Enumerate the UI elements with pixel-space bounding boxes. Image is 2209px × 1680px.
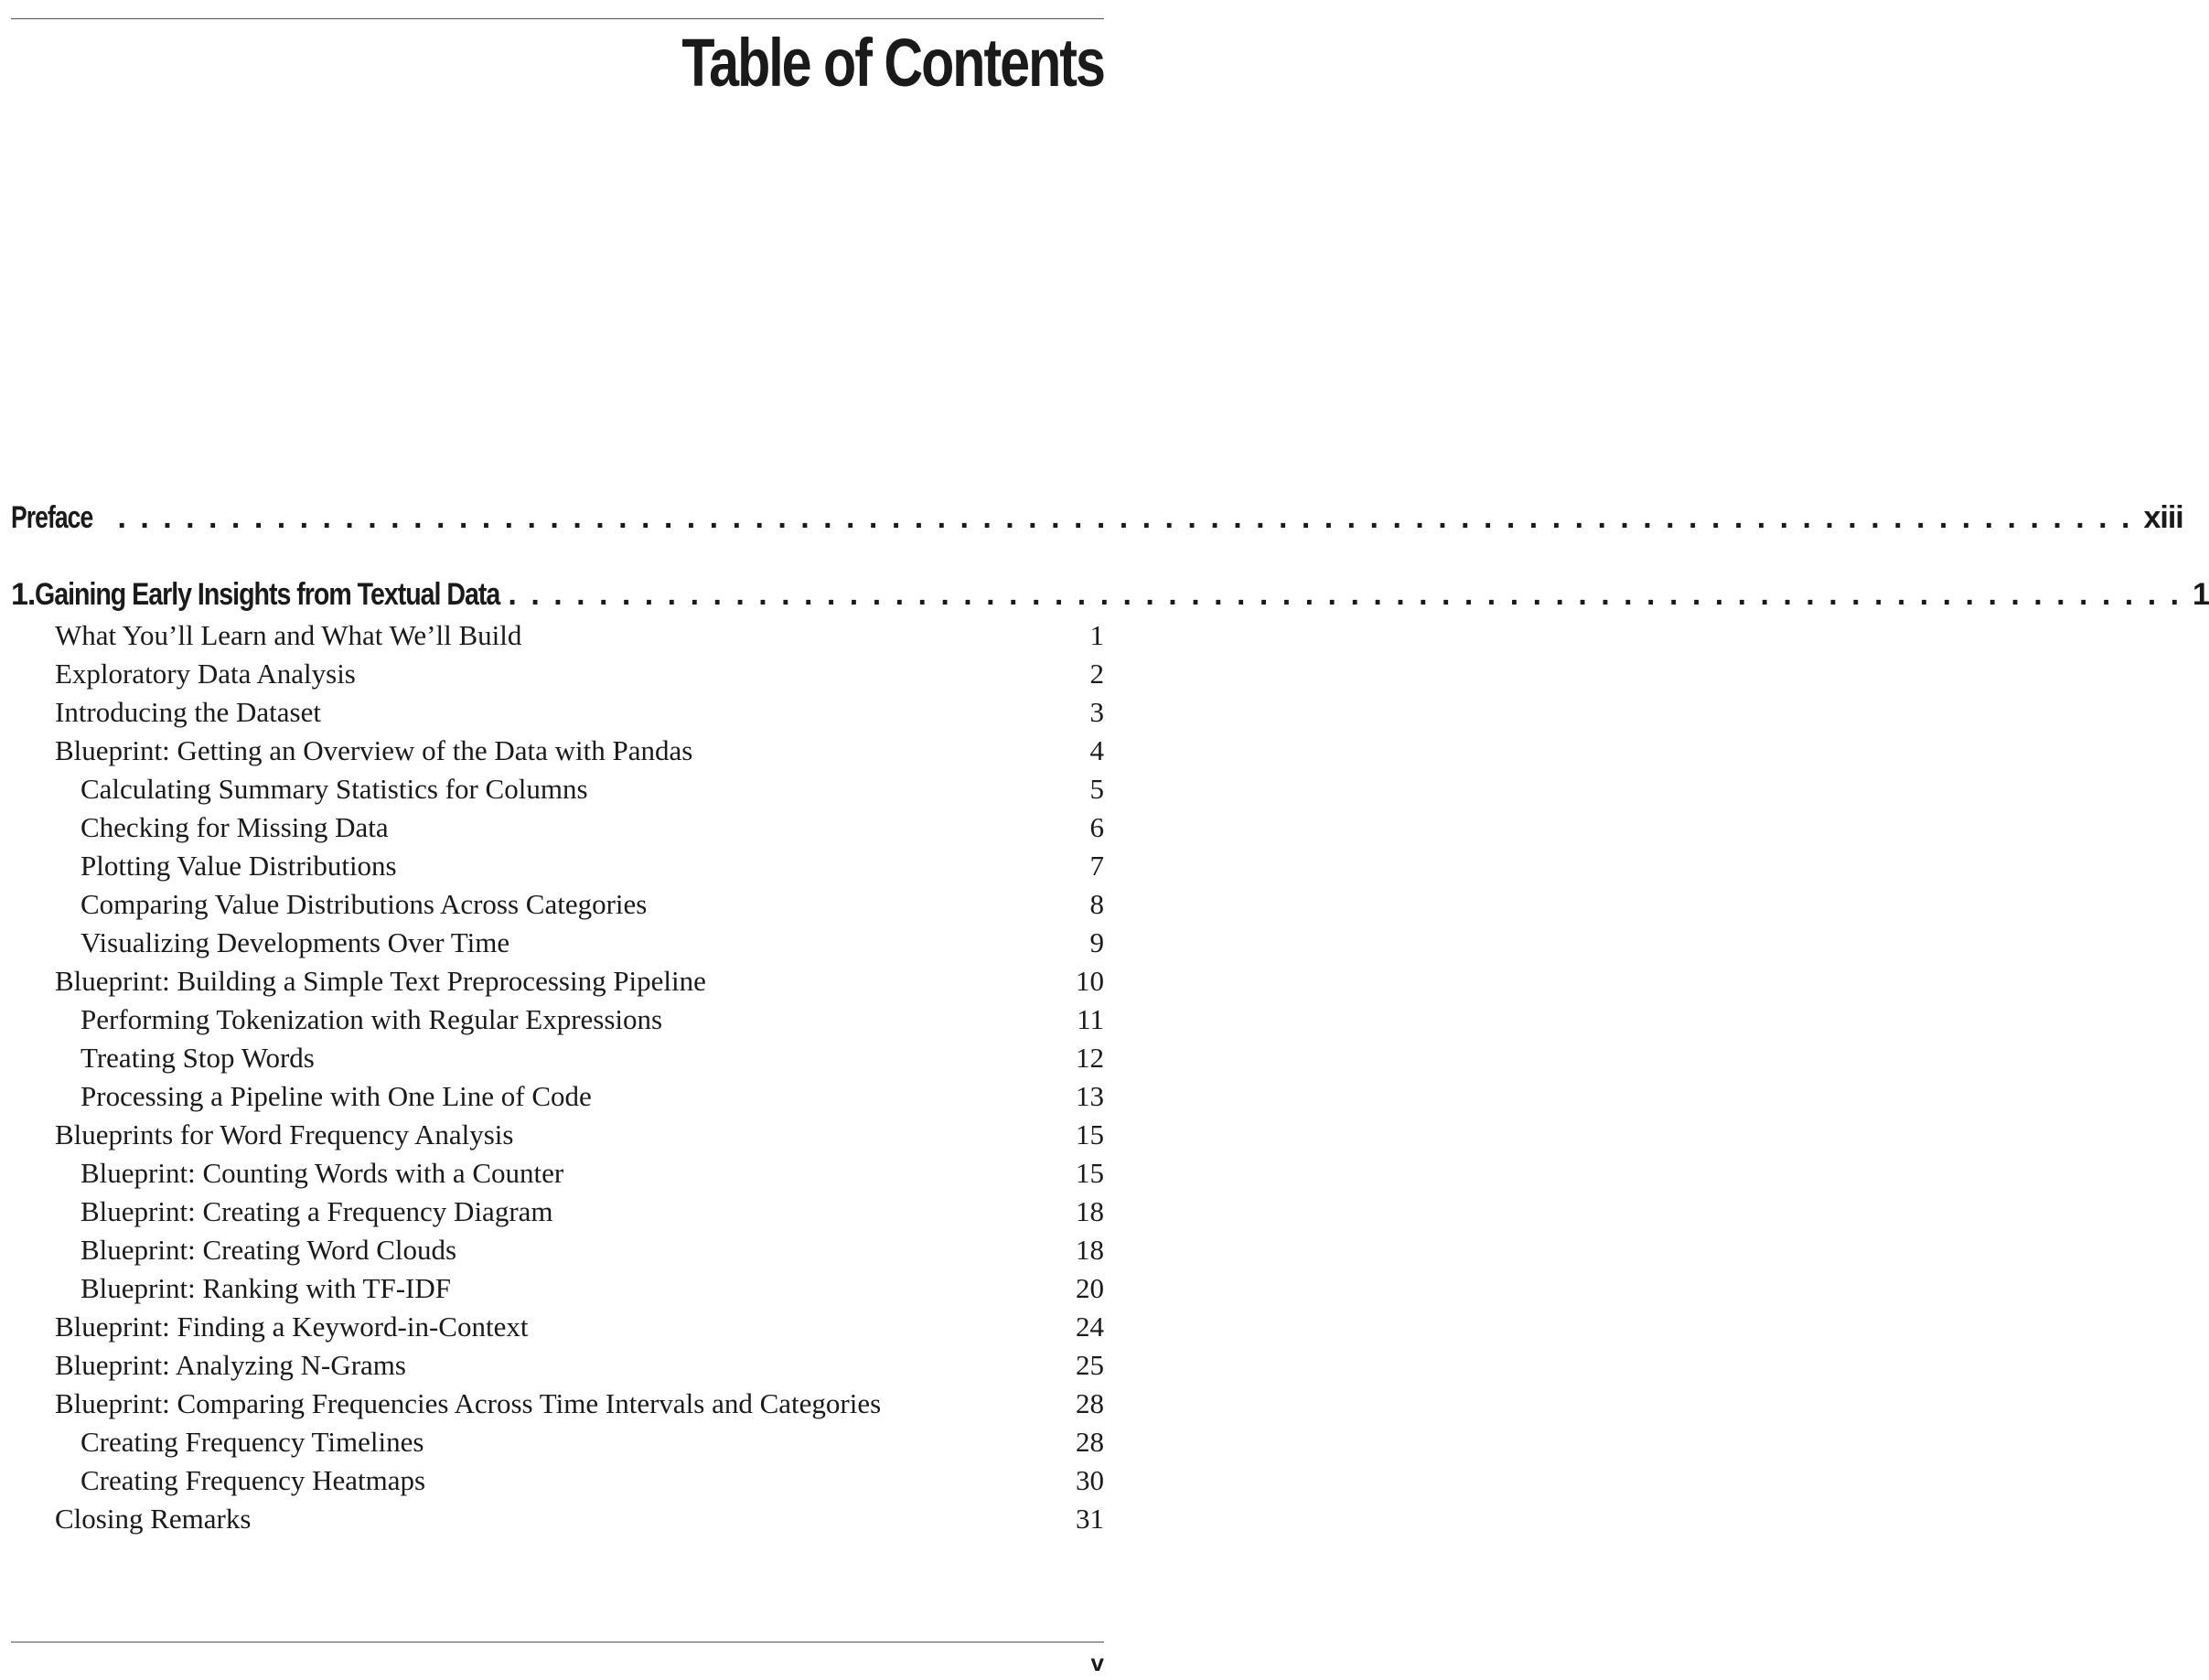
toc-entry-title: Treating Stop Words — [80, 1042, 315, 1074]
toc-entry-title: Blueprint: Building a Simple Text Preprocessing Pipeline — [55, 965, 706, 997]
toc-entry-page: 18 — [1076, 1195, 1104, 1227]
toc-entry[interactable] — [55, 618, 1104, 653]
toc-entry[interactable] — [80, 1002, 1104, 1037]
toc-entry-page: 9 — [1089, 926, 1104, 958]
chapter-dot-leader: . . . . . . . . . . . . . . . . . . . . . . . . . . . . . . . . . . . . . . . . . . . . . . . . . . . . . . . . . . . . . . . . . . . . . . . . . . — [508, 577, 2182, 612]
toc-entry-page: 10 — [1076, 965, 1104, 997]
toc-entry-page: 20 — [1076, 1272, 1104, 1304]
toc-entry-page: 4 — [1089, 734, 1104, 766]
toc-entry-title: Blueprint: Ranking with TF-IDF — [80, 1272, 452, 1304]
toc-entry[interactable] — [55, 695, 1104, 730]
toc-entry[interactable] — [55, 1386, 1104, 1421]
toc-preface[interactable] — [11, 498, 2183, 537]
toc-entry-title: Introducing the Dataset — [55, 696, 321, 728]
toc-entry-title: Comparing Value Distributions Across Categories — [80, 888, 648, 920]
toc-entry[interactable] — [80, 849, 1104, 883]
toc-entry-page: 7 — [1089, 850, 1104, 882]
toc-entry-title: Performing Tokenization with Regular Expressions — [80, 1003, 663, 1035]
toc-entry-page: 24 — [1076, 1311, 1104, 1343]
toc-entry-title: Closing Remarks — [55, 1503, 252, 1535]
toc-entry-page: 30 — [1076, 1464, 1104, 1496]
toc-entry[interactable] — [80, 1271, 1104, 1306]
toc-entry-page: 8 — [1089, 888, 1104, 920]
page-folio: v — [1090, 1649, 1104, 1676]
toc-entry[interactable] — [80, 926, 1104, 960]
toc-entry[interactable] — [80, 887, 1104, 922]
toc-entry-page: 5 — [1089, 773, 1104, 805]
toc-entry-title: Blueprint: Getting an Overview of the Data with Pandas — [55, 734, 693, 766]
toc-entry[interactable] — [80, 772, 1104, 807]
toc-entry[interactable] — [80, 1079, 1104, 1114]
toc-entry-title: Checking for Missing Data — [80, 811, 389, 843]
toc-entry-title: Blueprint: Finding a Keyword-in-Context — [55, 1311, 529, 1343]
chapter-title: Gaining Early Insights from Textual Data — [35, 577, 500, 612]
toc-entry-page: 28 — [1076, 1426, 1104, 1458]
toc-entry-title: Blueprint: Creating a Frequency Diagram — [80, 1195, 553, 1227]
toc-entry-page: 18 — [1076, 1234, 1104, 1266]
toc-entry-page: 6 — [1089, 811, 1104, 843]
toc-entry-title: Blueprint: Counting Words with a Counter — [80, 1157, 564, 1189]
toc-entry-title: Exploratory Data Analysis — [55, 658, 356, 690]
preface-dot-leader: . . . . . . . . . . . . . . . . . . . . . . . . . . . . . . . . . . . . . . . . . . . . . . . . . . . . . . . . . . . . . . . . . . . . . . . . . . . . . . . . . . . . . . . . . — [117, 500, 2133, 535]
toc-entry[interactable] — [80, 810, 1104, 845]
toc-entry-title: Blueprint: Comparing Frequencies Across Time Intervals and Categories — [55, 1387, 882, 1419]
top-rule — [11, 18, 1104, 19]
page-title: Table of Contents — [681, 25, 1104, 101]
toc-entry-page: 11 — [1077, 1003, 1104, 1035]
toc-entry-page: 1 — [1089, 619, 1104, 651]
toc-entry[interactable] — [80, 1425, 1104, 1460]
toc-entry-title: Creating Frequency Timelines — [80, 1426, 424, 1458]
toc-entry-page: 3 — [1089, 696, 1104, 728]
chapter-page: 1 — [2193, 577, 2209, 612]
toc-chapter-1[interactable] — [11, 575, 2209, 614]
toc-entry-page: 13 — [1076, 1080, 1104, 1112]
toc-entry-title: What You’ll Learn and What We’ll Build — [55, 619, 522, 651]
toc-entry[interactable] — [55, 964, 1104, 999]
toc-entry-page: 28 — [1076, 1387, 1104, 1419]
toc-entry[interactable] — [55, 1502, 1104, 1536]
toc-entry-page: 12 — [1076, 1042, 1104, 1074]
toc-entry[interactable] — [80, 1041, 1104, 1075]
bottom-rule — [11, 1642, 1104, 1643]
toc-entry-page: 31 — [1076, 1503, 1104, 1535]
toc-entry[interactable] — [80, 1233, 1104, 1268]
toc-entry[interactable] — [80, 1194, 1104, 1229]
toc-entry[interactable] — [80, 1463, 1104, 1498]
toc-entry[interactable] — [55, 1310, 1104, 1344]
toc-entry[interactable] — [55, 657, 1104, 691]
toc-entry[interactable] — [55, 1118, 1104, 1152]
toc-entry-title: Blueprint: Analyzing N-Grams — [55, 1349, 406, 1381]
toc-entry-page: 2 — [1089, 658, 1104, 690]
preface-title: Preface — [11, 500, 93, 535]
toc-entry-title: Blueprint: Creating Word Clouds — [80, 1234, 457, 1266]
preface-page: xiii — [2143, 500, 2183, 535]
toc-entry-page: 15 — [1076, 1118, 1104, 1150]
chapter-number: 1. — [11, 577, 36, 612]
toc-entry-title: Processing a Pipeline with One Line of Code — [80, 1080, 592, 1112]
toc-entry-title: Plotting Value Distributions — [80, 850, 397, 882]
toc-entry[interactable] — [80, 1156, 1104, 1191]
toc-entry-title: Calculating Summary Statistics for Columns — [80, 773, 588, 805]
toc-entry-page: 15 — [1076, 1157, 1104, 1189]
toc-entry[interactable] — [55, 1348, 1104, 1383]
toc-entry-page: 25 — [1076, 1349, 1104, 1381]
toc-entry-title: Visualizing Developments Over Time — [80, 926, 510, 958]
toc-entry[interactable] — [55, 733, 1104, 768]
toc-entry-title: Creating Frequency Heatmaps — [80, 1464, 426, 1496]
toc-entry-title: Blueprints for Word Frequency Analysis — [55, 1118, 514, 1150]
